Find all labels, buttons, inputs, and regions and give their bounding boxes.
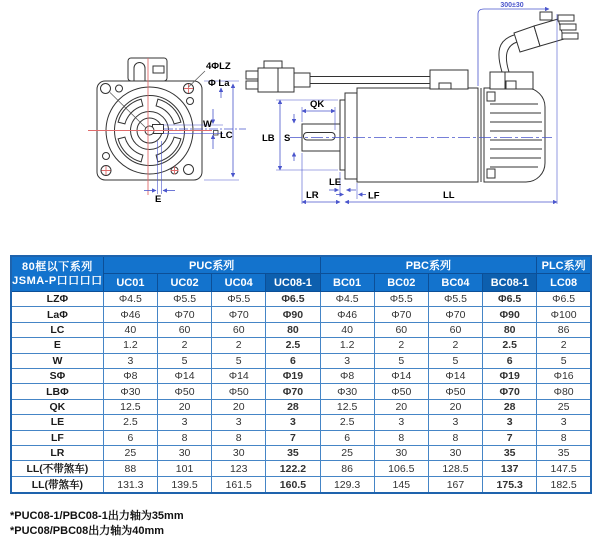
table-row	[11, 445, 591, 460]
cell: 86	[537, 322, 591, 337]
cell: 3	[428, 415, 482, 430]
cell: 175.3	[483, 477, 537, 494]
cell: Φ4.5	[320, 292, 374, 307]
cell: 30	[212, 445, 266, 460]
cell: 145	[374, 477, 428, 494]
spec-table	[10, 255, 592, 494]
cell: Φ90	[483, 307, 537, 322]
footnote-1: *PUC08-1/PBC08-1出力轴为35mm	[10, 510, 184, 522]
cell: Φ5.5	[212, 292, 266, 307]
cell: Φ8	[320, 368, 374, 383]
col-header-uc01: UC01	[103, 274, 157, 292]
cell: 128.5	[428, 461, 482, 477]
cell: 80	[483, 322, 537, 337]
col-header-bc01: BC01	[320, 274, 374, 292]
table-row	[11, 399, 591, 414]
label-e: E	[155, 194, 162, 205]
cell: 2	[428, 338, 482, 353]
cell: 3	[537, 415, 591, 430]
cell: Φ4.5	[103, 292, 157, 307]
cell: 6	[483, 353, 537, 368]
cell: 25	[320, 445, 374, 460]
row-label: QK	[11, 399, 103, 414]
table-row	[11, 415, 591, 430]
col-header-bc04: BC04	[428, 274, 482, 292]
cell: 131.3	[103, 477, 157, 494]
col-header-bc08-1: BC08-1	[483, 274, 537, 292]
cell: 106.5	[374, 461, 428, 477]
cell: 5	[428, 353, 482, 368]
label-le: LE	[329, 177, 342, 188]
cell: 139.5	[157, 477, 211, 494]
cell: 35	[537, 445, 591, 460]
cell: 88	[103, 461, 157, 477]
cell: Φ70	[374, 307, 428, 322]
cell: 3	[483, 415, 537, 430]
row-label: E	[11, 338, 103, 353]
cell: 2.5	[483, 338, 537, 353]
flange-plate	[345, 93, 357, 179]
cell: Φ16	[537, 368, 591, 383]
cell: Φ19	[266, 368, 320, 383]
cell: Φ8	[103, 368, 157, 383]
series-title-line2: JSMA-P口口口口	[12, 275, 103, 287]
cell: Φ30	[103, 384, 157, 399]
cell: 3	[157, 415, 211, 430]
cell: 80	[266, 322, 320, 337]
col-header-uc04: UC04	[212, 274, 266, 292]
cell: 12.5	[320, 399, 374, 414]
row-label: LZΦ	[11, 292, 103, 307]
power-connector	[258, 68, 294, 92]
table-row	[11, 461, 591, 477]
cell: 7	[266, 430, 320, 445]
table-row	[11, 338, 591, 353]
cell: Φ80	[537, 384, 591, 399]
cell: 2	[374, 338, 428, 353]
cell: Φ6.5	[483, 292, 537, 307]
cell: 25	[103, 445, 157, 460]
table-row	[11, 384, 591, 399]
cell: 40	[103, 322, 157, 337]
table-row	[11, 368, 591, 383]
cell: Φ50	[157, 384, 211, 399]
cell: 5	[537, 353, 591, 368]
cell: 161.5	[212, 477, 266, 494]
group-header-pbc: PBC系列	[320, 256, 537, 274]
row-label: LE	[11, 415, 103, 430]
cell: 182.5	[537, 477, 591, 494]
cell: 8	[428, 430, 482, 445]
row-label: LC	[11, 322, 103, 337]
cell: 20	[374, 399, 428, 414]
cell: Φ14	[374, 368, 428, 383]
cell: 20	[212, 399, 266, 414]
cell: 40	[320, 322, 374, 337]
cell: 2.5	[320, 415, 374, 430]
cell: 1.2	[103, 338, 157, 353]
cell: 5	[157, 353, 211, 368]
cell: Φ50	[212, 384, 266, 399]
cell: 5	[212, 353, 266, 368]
footnote-2: *PUC08/PBC08出力轴为40mm	[10, 525, 165, 538]
cell: 35	[483, 445, 537, 460]
label-lc: LC	[220, 130, 233, 141]
row-label: LL(带煞车)	[11, 477, 103, 494]
cell: 123	[212, 461, 266, 477]
row-label: LF	[11, 430, 103, 445]
encoder-connector	[534, 19, 564, 46]
cell: 160.5	[266, 477, 320, 494]
label-s: S	[284, 133, 291, 144]
cell: 20	[157, 399, 211, 414]
row-label: SΦ	[11, 368, 103, 383]
square-symbol	[214, 131, 219, 136]
cell: 2.5	[103, 415, 157, 430]
cell: 20	[428, 399, 482, 414]
cell: Φ70	[266, 384, 320, 399]
cell: 28	[266, 399, 320, 414]
cell: 147.5	[537, 461, 591, 477]
cell: 3	[320, 353, 374, 368]
table-row	[11, 430, 591, 445]
cell: 30	[157, 445, 211, 460]
cell: 6	[266, 353, 320, 368]
label-phila: Φ La	[208, 78, 230, 89]
cell: 167	[428, 477, 482, 494]
row-label: LaΦ	[11, 307, 103, 322]
cell: 60	[212, 322, 266, 337]
cell: 3	[212, 415, 266, 430]
cell: 1.2	[320, 338, 374, 353]
table-corner-header	[11, 256, 103, 292]
col-header-uc08-1: UC08-1	[266, 274, 320, 292]
cell: Φ6.5	[537, 292, 591, 307]
cell: 2	[212, 338, 266, 353]
cell: Φ46	[320, 307, 374, 322]
row-label: LR	[11, 445, 103, 460]
cell: 3	[374, 415, 428, 430]
cell: 8	[157, 430, 211, 445]
cell: Φ14	[212, 368, 266, 383]
cell: Φ70	[483, 384, 537, 399]
label-lb: LB	[262, 133, 275, 144]
cell: 12.5	[103, 399, 157, 414]
cell: 86	[320, 461, 374, 477]
cell: 3	[103, 353, 157, 368]
cell: Φ70	[428, 307, 482, 322]
cell: 5	[374, 353, 428, 368]
label-cable-length: 300±30	[500, 2, 524, 9]
row-label: LBΦ	[11, 384, 103, 399]
row-label: W	[11, 353, 103, 368]
cell: Φ5.5	[428, 292, 482, 307]
side-view	[246, 12, 578, 182]
cell: Φ30	[320, 384, 374, 399]
cell: 3	[266, 415, 320, 430]
cell: Φ90	[266, 307, 320, 322]
cell: 30	[428, 445, 482, 460]
label-lr: LR	[306, 190, 319, 201]
encoder-housing	[484, 88, 545, 182]
col-header-uc02: UC02	[157, 274, 211, 292]
cell: 129.3	[320, 477, 374, 494]
cell: 2	[537, 338, 591, 353]
pilot-boss	[340, 100, 345, 170]
cell: Φ14	[157, 368, 211, 383]
cell: 35	[266, 445, 320, 460]
cell: 8	[537, 430, 591, 445]
cell: Φ70	[212, 307, 266, 322]
label-4philz: 4ΦLZ	[206, 61, 231, 72]
cell: 7	[483, 430, 537, 445]
label-w: W	[203, 119, 212, 130]
cell: Φ6.5	[266, 292, 320, 307]
cell: 101	[157, 461, 211, 477]
col-header-lc08: LC08	[537, 274, 591, 292]
table-row	[11, 292, 591, 307]
footnotes	[10, 509, 184, 540]
cell: 28	[483, 399, 537, 414]
label-lf: LF	[368, 190, 380, 202]
cell: 2.5	[266, 338, 320, 353]
table-row	[11, 307, 591, 322]
cell: Φ100	[537, 307, 591, 322]
cell: Φ50	[428, 384, 482, 399]
table-row	[11, 477, 591, 494]
cell: Φ50	[374, 384, 428, 399]
cell: 60	[157, 322, 211, 337]
cell: 60	[374, 322, 428, 337]
col-header-bc02: BC02	[374, 274, 428, 292]
cell: Φ70	[157, 307, 211, 322]
label-ll: LL	[443, 190, 455, 201]
cell: 8	[212, 430, 266, 445]
label-qk: QK	[310, 99, 325, 110]
cell: 60	[428, 322, 482, 337]
cell: 30	[374, 445, 428, 460]
cell: 122.2	[266, 461, 320, 477]
series-title-line1: 80框以下系列	[22, 260, 93, 273]
cell: Φ5.5	[157, 292, 211, 307]
cell: 8	[374, 430, 428, 445]
cell: 137	[483, 461, 537, 477]
cell: 25	[537, 399, 591, 414]
motor-body	[357, 88, 478, 182]
table-row	[11, 353, 591, 368]
row-label: LL(不带煞车)	[11, 461, 103, 477]
cell: 6	[320, 430, 374, 445]
cell: Φ5.5	[374, 292, 428, 307]
table-row	[11, 322, 591, 337]
cell: 6	[103, 430, 157, 445]
group-header-plc: PLC系列	[537, 256, 591, 274]
cell: 2	[157, 338, 211, 353]
motor-dimension-drawing	[0, 0, 600, 250]
group-header-puc: PUC系列	[103, 256, 320, 274]
cell: Φ19	[483, 368, 537, 383]
cell: Φ14	[428, 368, 482, 383]
cell: Φ46	[103, 307, 157, 322]
